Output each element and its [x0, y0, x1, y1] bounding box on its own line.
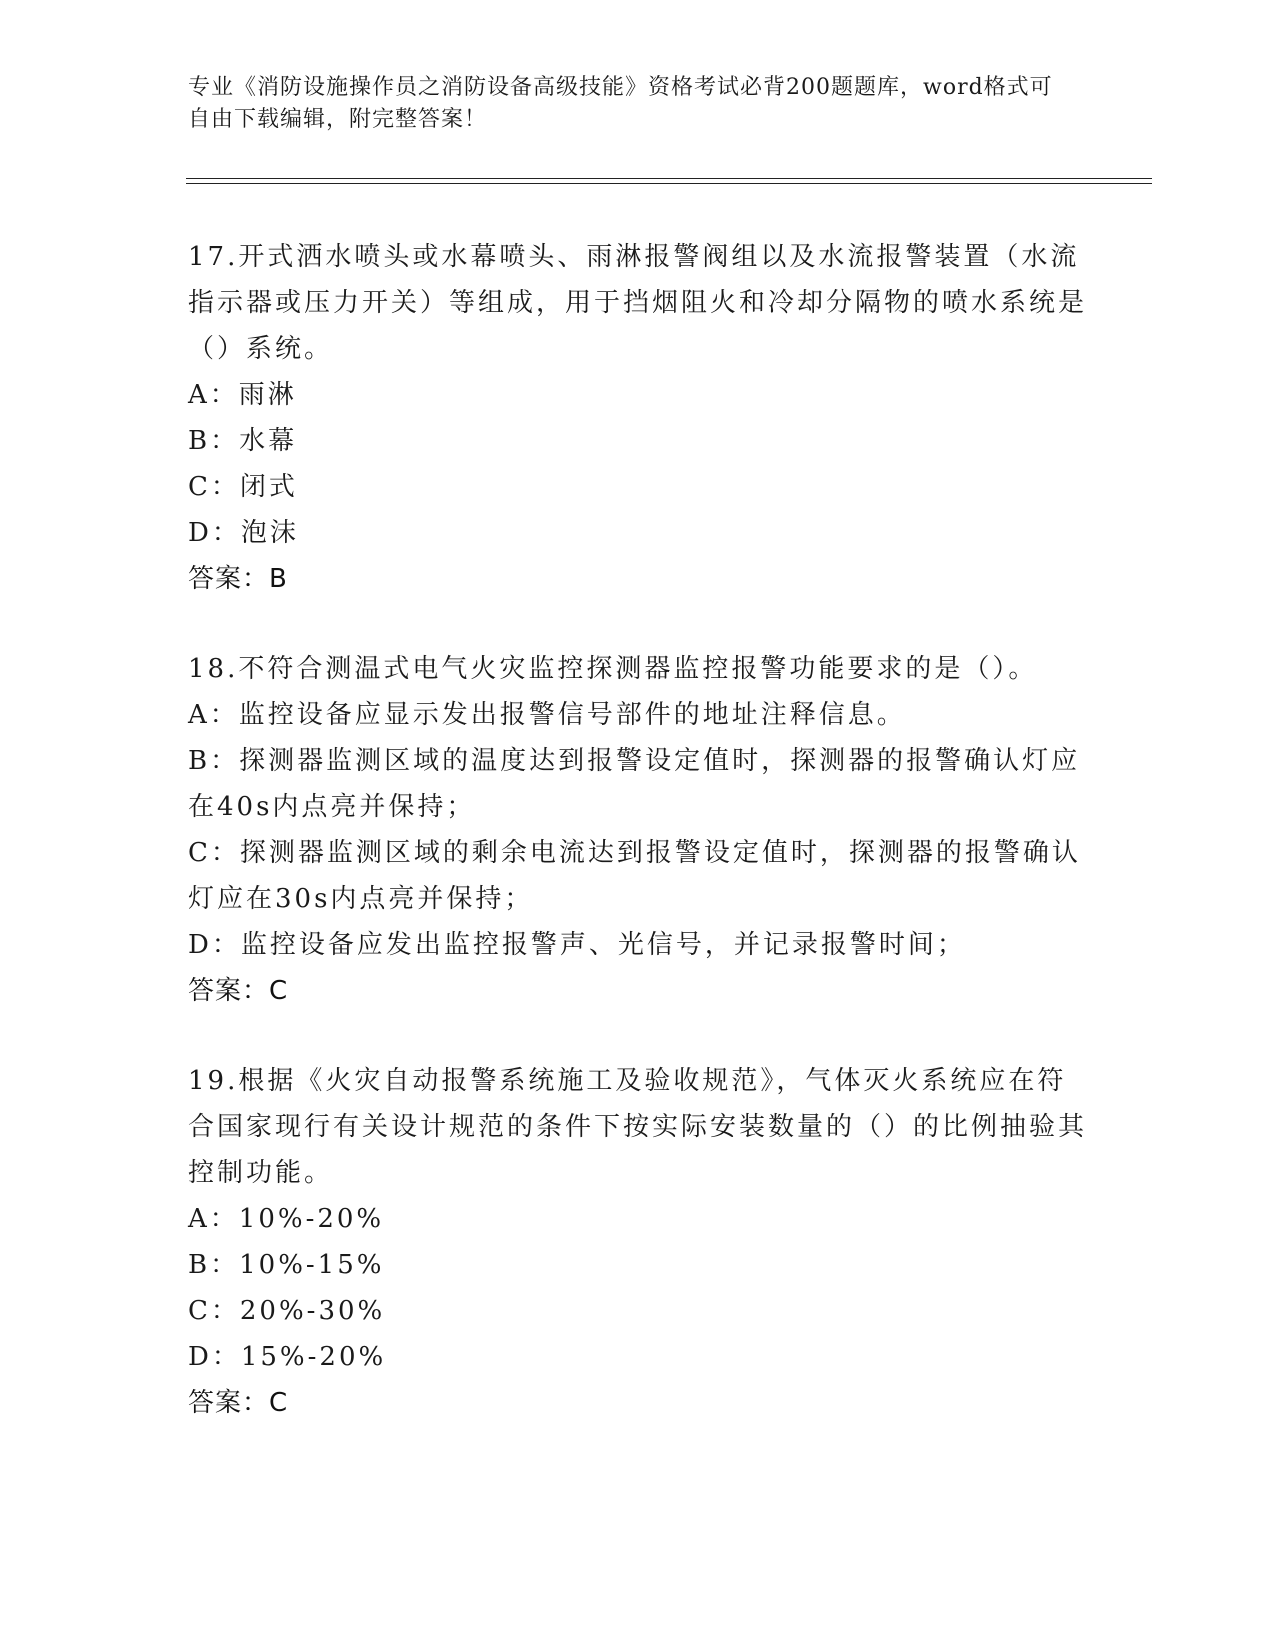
option-b: B：水幕 — [188, 426, 298, 456]
option-c: C：20%-30% — [188, 1296, 386, 1326]
question-19 — [188, 1058, 1088, 1426]
question-text: 17.开式洒水喷头或水幕喷头、雨淋报警阀组以及水流报警装置（水流指示器或压力开关）等组成，用于挡烟阻火和冷却分隔物的喷水系统是（）系统。 — [188, 242, 1088, 364]
option-a: A：10%-20% — [188, 1204, 385, 1234]
question-text: 19.根据《火灾自动报警系统施工及验收规范》，气体灭火系统应在符合国家现行有关设计规范的条件下按实际安装数量的（）的比例抽验其控制功能。 — [188, 1066, 1088, 1188]
option-c: C：闭式 — [188, 472, 298, 502]
option-d: D：15%-20% — [188, 1342, 387, 1372]
header-divider-bottom — [186, 183, 1152, 184]
question-17 — [188, 234, 1088, 602]
question-text: 18.不符合测温式电气火灾监控探测器监控报警功能要求的是（）。 — [188, 654, 1038, 684]
option-d: D：泡沫 — [188, 518, 299, 548]
option-b: B：10%-15% — [188, 1250, 385, 1280]
answer: 答案：C — [188, 976, 289, 1006]
option-c: C：探测器监测区域的剩余电流达到报警设定值时，探测器的报警确认灯应在30s内点亮并保持； — [188, 838, 1081, 914]
question-18 — [188, 646, 1088, 1014]
option-b: B：探测器监测区域的温度达到报警设定值时，探测器的报警确认灯应在40s内点亮并保持； — [188, 746, 1081, 822]
answer: 答案：C — [188, 1388, 289, 1418]
option-d: D：监控设备应发出监控报警声、光信号，并记录报警时间； — [188, 930, 966, 960]
header-divider-top — [186, 178, 1152, 179]
option-a: A：监控设备应显示发出报警信号部件的地址注释信息。 — [188, 700, 906, 730]
option-a: A：雨淋 — [188, 380, 297, 410]
answer: 答案：B — [188, 564, 288, 594]
document-header: 专业《消防设施操作员之消防设备高级技能》资格考试必背200题题库，word格式可自由下载编辑，附完整答案！ — [188, 75, 1053, 132]
